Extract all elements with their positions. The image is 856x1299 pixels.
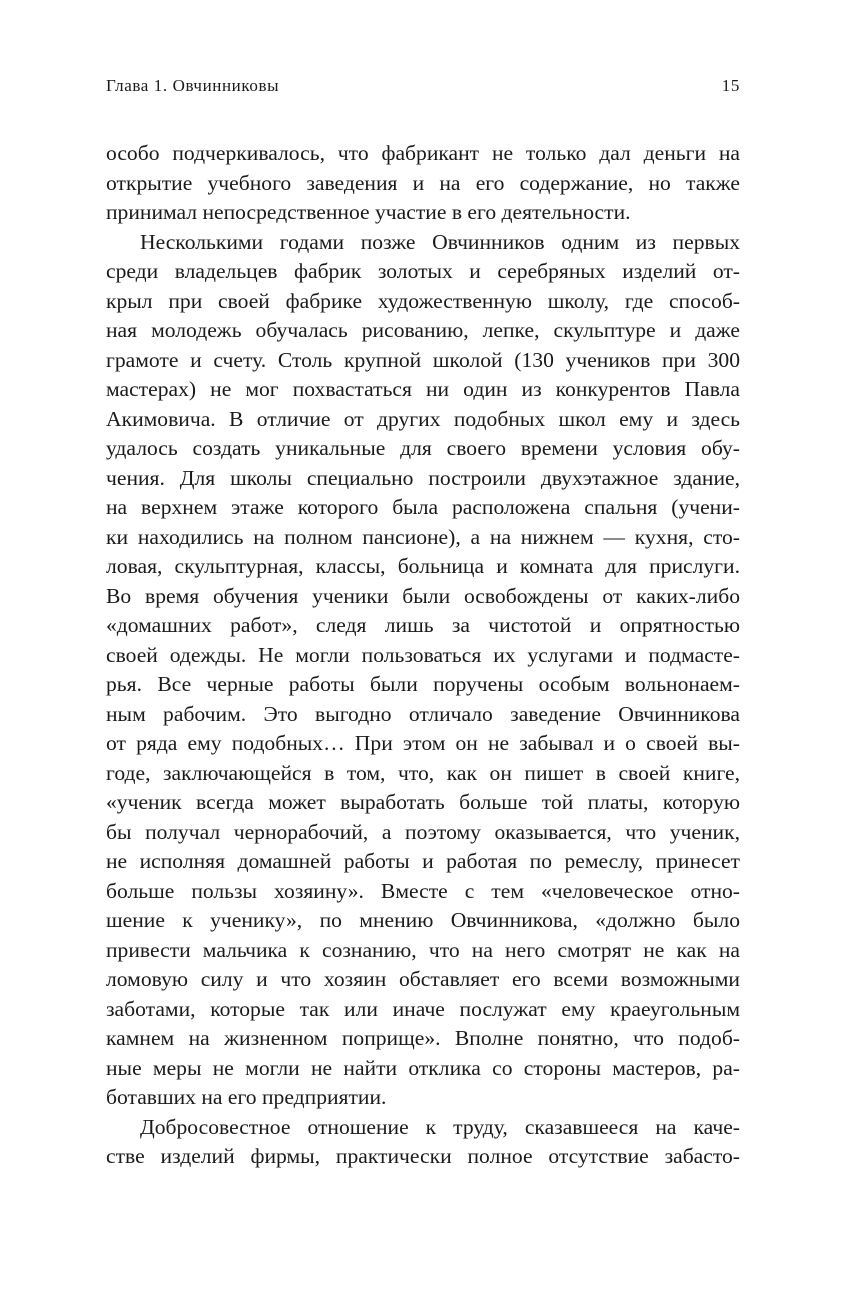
text-line: бы получал чернорабочий, а поэтому оказывается, что ученик, (106, 819, 740, 844)
text-line: ловая, скульптурная, классы, больница и комната для прислуги. (106, 554, 740, 578)
text-line: открытие учебного заведения и на его содержание, но также (106, 170, 740, 195)
text-line: «домашних работ», следя лишь за чистотой и опрятностью (106, 613, 740, 637)
text-line: годе, заключающейся в том, что, как он пишет в своей книге, (106, 760, 740, 785)
text-line: на верхнем этаже которого была расположена спальня (учени- (106, 495, 740, 519)
text-line: «ученик всегда может выработать больше той платы, которую (106, 790, 740, 814)
text-line: ки находились на полном пансионе), а на нижнем — кухня, сто- (106, 524, 740, 549)
text-line: камнем на жизненном поприще». Вполне понятно, что подоб- (106, 1026, 740, 1050)
text-line: особо подчеркивалось, что фабрикант не только дал деньги на (106, 141, 740, 165)
text-line: привести мальчика к сознанию, что на него смотрят не как на (106, 937, 740, 962)
text-line: от ряда ему подобных… При этом он не забывал и о своей вы- (106, 731, 740, 755)
text-line: чения. Для школы специально построили двухэтажное здание, (106, 465, 740, 490)
chapter-title: Глава 1. Овчинниковы (106, 76, 280, 95)
text-line: грамоте и счету. Столь крупной школой (130 учеников при 300 (106, 347, 740, 372)
text-line: не исполняя домашней работы и работая по ремеслу, принесет (106, 849, 740, 873)
text-line: крыл при своей фабрике художественную школу, где способ- (106, 288, 740, 313)
paragraph-first-line: Несколькими годами позже Овчинников одним из первых (140, 229, 740, 254)
page-number: 15 (721, 76, 740, 95)
text-line: ная молодежь обучалась рисованию, лепке, скульптуре и даже (106, 318, 740, 342)
text-line: больше пользы хозяину». Вместе с тем «человеческое отно- (106, 878, 740, 903)
text-line: среди владельцев фабрик золотых и серебряных изделий от- (106, 259, 740, 283)
text-line: Во время обучения ученики были освобождены от каких-либо (106, 583, 740, 608)
text-line: шение к ученику», по мнению Овчинникова, «должно было (106, 908, 740, 932)
text-line: удалось создать уникальные для своего времени условия обу- (106, 436, 740, 460)
text-line: ным рабочим. Это выгодно отличало заведение Овчинникова (106, 701, 740, 726)
text-line: ные меры не могли не найти отклика со стороны мастеров, ра- (106, 1055, 740, 1080)
running-head (106, 76, 740, 100)
text-line: заботами, которые так или иначе послужат ему краеугольным (106, 996, 740, 1021)
text-line: стве изделий фирмы, практически полное отсутствие забасто- (106, 1144, 740, 1168)
text-line: мастерах) не мог похвастаться ни один из конкурентов Павла (106, 377, 740, 401)
text-line: ломовую силу и что хозяин обставляет его всеми возможными (106, 967, 740, 991)
text-line: рья. Все черные работы были поручены особым вольнонаем- (106, 672, 740, 696)
paragraph-first-line: Добросовестное отношение к труду, сказавшееся на каче- (140, 1114, 740, 1139)
text-line: своей одежды. Не могли пользоваться их услугами и подмасте- (106, 642, 740, 667)
body-text (106, 139, 740, 1172)
text-line: Акимовича. В отличие от других подобных школ ему и здесь (106, 406, 740, 431)
text-line: ботавших на его предприятии. (106, 1085, 387, 1109)
text-line: принимал непосредственное участие в его деятельности. (106, 200, 631, 224)
